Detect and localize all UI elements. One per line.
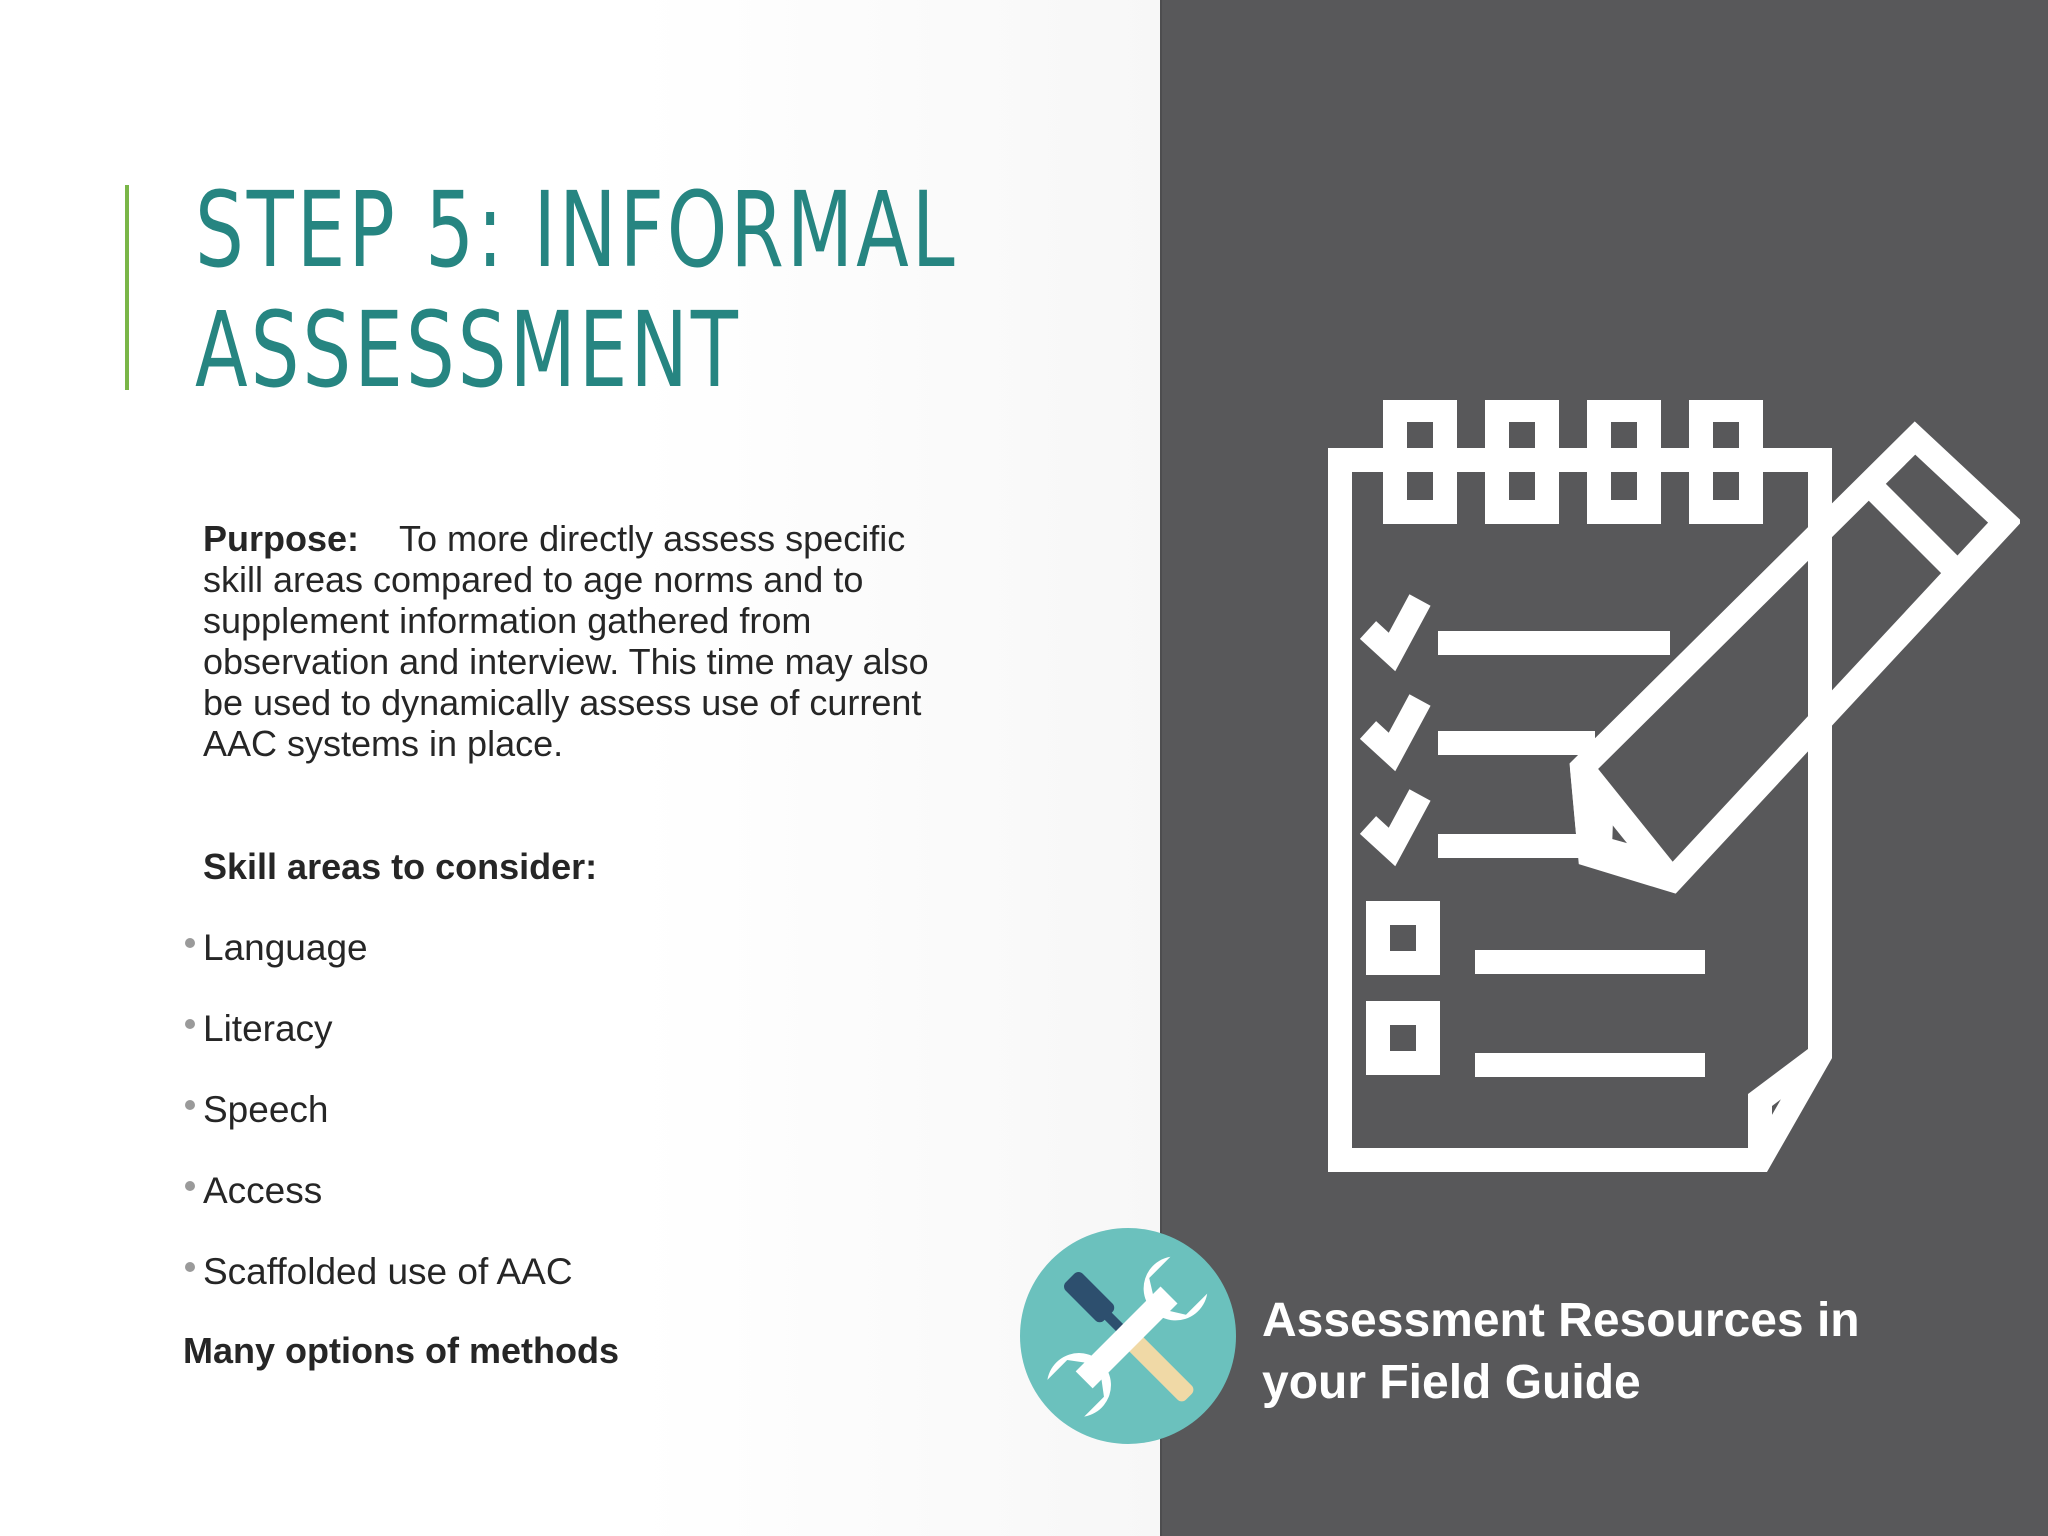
skill-label: Access: [203, 1170, 323, 1211]
purpose-label: Purpose:: [203, 518, 360, 559]
list-item: [180, 1169, 573, 1250]
list-item: [180, 926, 573, 1007]
wrench-screwdriver-icon: [1020, 1228, 1236, 1444]
field-guide-resources: [1262, 1290, 1902, 1414]
title-accent-bar: [125, 185, 129, 390]
title-line-2: ASSESSMENT: [195, 289, 741, 411]
purpose-text: To more directly assess specific skill areas compared to age norms and to supplement information gathered from observation and interview. This time may also be used to dynamically assess use of current AAC systems in place.: [203, 518, 929, 764]
resources-line-2: your Field Guide: [1262, 1356, 1641, 1409]
checklist-clipboard-pencil-icon: [1320, 400, 2020, 1180]
resources-line-1: Assessment Resources in: [1262, 1294, 1860, 1347]
purpose-paragraph: [203, 518, 943, 764]
title-line-1: STEP 5: INFORMAL: [195, 169, 958, 291]
bullet-icon: [185, 1262, 195, 1272]
skill-label: Scaffolded use of AAC: [203, 1251, 573, 1292]
bullet-icon: [185, 1181, 195, 1191]
list-item: [180, 1088, 573, 1169]
bullet-icon: [185, 938, 195, 948]
skills-heading: Skill areas to consider:: [203, 846, 598, 887]
skill-label: Language: [203, 927, 368, 968]
skill-list: [180, 926, 573, 1331]
slide-title: [195, 169, 958, 411]
methods-note: Many options of methods: [183, 1330, 619, 1371]
list-item: [180, 1007, 573, 1088]
bullet-icon: [185, 1100, 195, 1110]
list-item: [180, 1250, 573, 1331]
skill-label: Speech: [203, 1089, 329, 1130]
skill-label: Literacy: [203, 1008, 333, 1049]
bullet-icon: [185, 1019, 195, 1029]
